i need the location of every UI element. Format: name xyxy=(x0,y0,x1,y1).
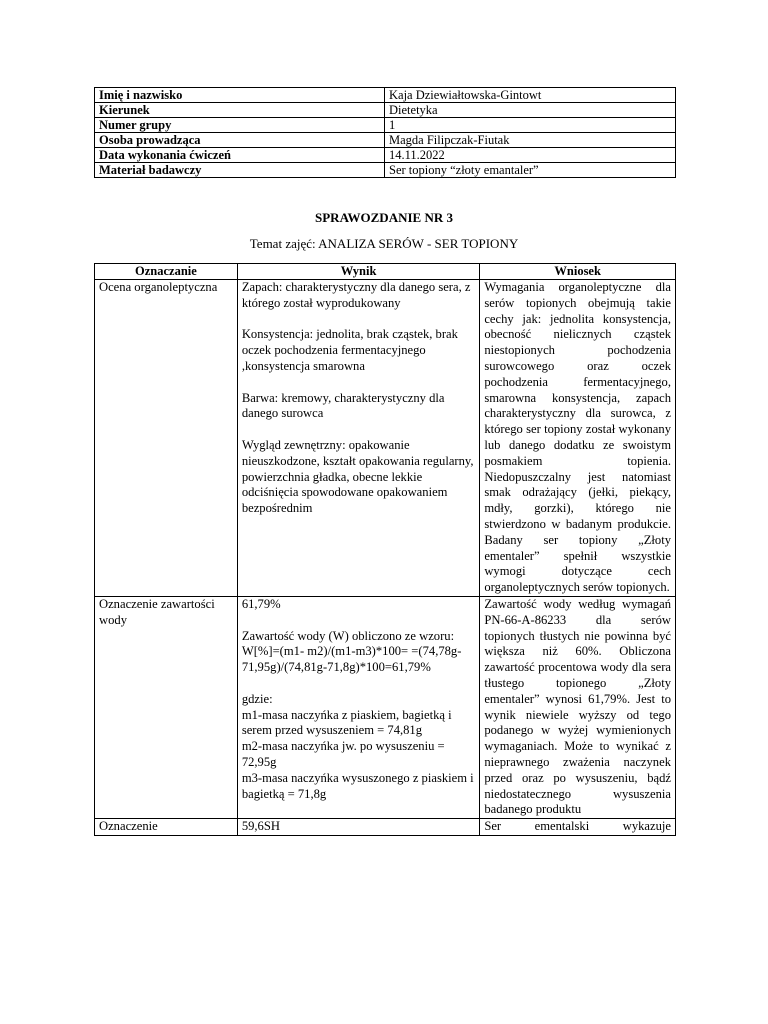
table-row xyxy=(95,280,676,597)
info-label: Data wykonania ćwiczeń xyxy=(95,148,385,163)
report-topic: Temat zajęć: ANALIZA SERÓW - SER TOPIONY xyxy=(249,236,519,251)
info-row-name xyxy=(95,88,676,103)
table-row xyxy=(95,596,676,818)
formula-m1: m1-masa naczyńka z piaskiem, bagietką i serem przed wysuszeniem = 74,81g xyxy=(241,707,452,738)
info-value: 14.11.2022 xyxy=(385,148,676,163)
info-label: Osoba prowadząca xyxy=(95,133,385,148)
info-row-date xyxy=(95,148,676,163)
info-value: Magda Filipczak-Fiutak xyxy=(385,133,676,148)
row-label: Oznaczenie xyxy=(95,819,238,836)
formula-m3: m3-masa naczyńka wysuszonego z piaskiem i bagietką = 71,8g xyxy=(241,770,474,801)
column-header: Wniosek xyxy=(480,264,676,280)
info-table xyxy=(94,87,676,178)
row-result xyxy=(237,596,480,818)
formula-intro: Zawartość wody (W) obliczono ze wzoru: xyxy=(241,628,455,643)
row-conclusion: Zawartość wody według wymagań PN-66-A-86233 dla serów topionych tłustych nie powinna być większa niż 60%. Obliczona zawartość procentowa wody dla sera tłustego topionego „Złoty ementaler” wynosi 61,79%. Jest to wynik niewiele wyższy od tego podanego w wyżej wymienionych wymaganiach. Może to wynikać z nieprawnego zważenia naczynek przed oraz po wysuszeniu, bądź niedostatecznego wysuszenia badanego produktu xyxy=(480,596,676,818)
info-value: 1 xyxy=(385,118,676,133)
info-value: Kaja Dziewiałtowska-Gintowt xyxy=(385,88,676,103)
result-color: Barwa: kremowy, charakterystyczny dla danego surowca xyxy=(241,390,445,421)
info-value: Dietetyka xyxy=(385,103,676,118)
formula: W[%]=(m1- m2)/(m1-m3)*100= =(74,78g-71,95g)/(74,81g-71,8g)*100=61,79% xyxy=(241,644,462,675)
result-consistency: Konsystencja: jednolita, brak cząstek, brak oczek pochodzenia fermentacyjnego ,konsystencja smarowna xyxy=(241,327,458,373)
column-header: Wynik xyxy=(237,264,480,280)
info-row-instructor xyxy=(95,133,676,148)
table-row xyxy=(95,819,676,836)
row-result xyxy=(237,280,480,597)
info-row-material xyxy=(95,163,676,178)
row-label: Ocena organoleptyczna xyxy=(95,280,238,597)
row-label: Oznaczenie zawartości wody xyxy=(95,596,238,818)
info-label: Materiał badawczy xyxy=(95,163,385,178)
info-row-field xyxy=(95,103,676,118)
info-label: Imię i nazwisko xyxy=(95,88,385,103)
result-appearance: Wygląd zewnętrzny: opakowanie nieuszkodzone, kształt opakowania regularny, powierzchnia gładka, obecne lekkie odciśnięcia spowodowane opakowaniem bezpośrednim xyxy=(241,437,474,516)
row-conclusion: Ser ementalski wykazuje xyxy=(480,819,676,836)
table-header-row xyxy=(95,264,676,280)
formula-where: gdzie: xyxy=(241,691,273,706)
column-header: Oznaczanie xyxy=(95,264,238,280)
report-title: SPRAWOZDANIE NR 3 xyxy=(315,210,453,225)
row-result: 59,6SH xyxy=(237,819,480,836)
result-smell: Zapach: charakterystyczny dla danego sera, z którego został wyprodukowany xyxy=(241,280,471,310)
row-conclusion: Wymagania organoleptyczne dla serów topionych obejmują takie cechy jak: jednolita konsystencja, obecność nielicznych cząstek niestopionych pochodzenia surowcowego oraz oczek pochodzenia fermentacyjnego, smarowna konsystencja, zapach charakterystyczny dla surowca, z którego ser topiony został wykonany lub danego dodatku ze swoistym posmakiem topienia. Niedopuszczalny jest natomiast smak odrażający (jełki, piekący, mdły, gorzki), którego nie stwierdzono w badanym produkcie. Badany ser topiony „Złoty ementaler” spełnił wszystkie wymogi dotyczące cech organoleptycznych serów topionych. xyxy=(480,280,676,597)
results-table xyxy=(94,263,676,836)
info-value: Ser topiony “złoty emantaler” xyxy=(385,163,676,178)
info-label: Numer grupy xyxy=(95,118,385,133)
water-value: 61,79% xyxy=(241,596,281,611)
info-label: Kierunek xyxy=(95,103,385,118)
info-row-group xyxy=(95,118,676,133)
formula-m2: m2-masa naczyńka jw. po wysuszeniu = 72,95g xyxy=(241,739,445,769)
